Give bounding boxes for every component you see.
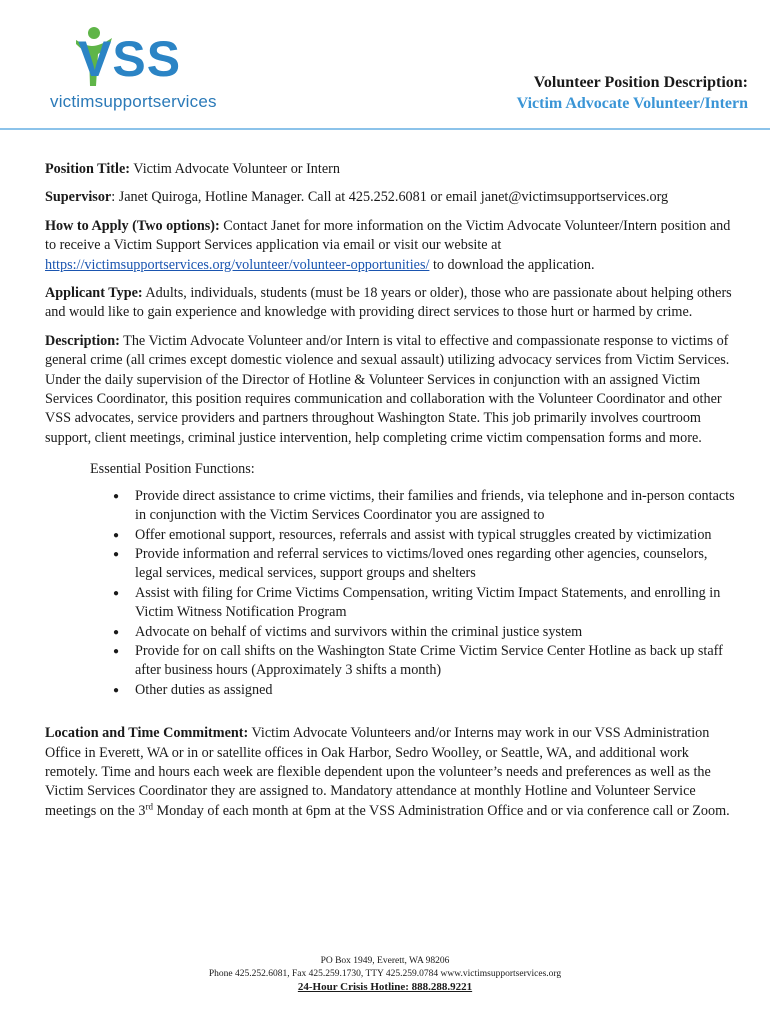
location-paragraph [45,724,735,821]
list-item: ● Offer emotional support, resources, referrals and assist with typical struggles created by victimization [135,526,735,545]
logo-tagline: victimsupportservices [50,92,217,111]
supervisor-label: Supervisor [45,189,112,206]
description-text: The Victim Advocate Volunteer and/or Intern is vital to effective and compassionate response to victims of general crime (all crimes except domestic violence and sexual assault) utilizing advocacy services from Victim Services. Under the daily supervision of the Director of Hotline & Volunteer Services in conjunction with an assigned Victim Services Coordinator, this position requires communication and collaboration with the Volunteer Coordinator and other VSS advocates, service providers and partners throughout Washington State. This job primarily involves courtroom support, client meetings, criminal justice intervention, help completing crime victim compensation forms and more. [45,332,730,446]
vss-logo [50,24,225,114]
logo-letters: VSS [78,31,182,87]
footer [0,955,770,994]
list-item: ● Provide direct assistance to crime victims, their families and friends, via telephone and in-person contacts in conjunction with the Victim Services Coordinator you are assigned to [135,487,735,526]
header-divider [0,128,770,130]
applicant-type-paragraph [45,284,735,323]
how-to-apply-text: Contact Janet for more information on the Victim Advocate Volunteer/Intern position and to receive a Victim Support Services application via email or visit our website at [45,217,731,254]
how-to-apply-label: How to Apply (Two options): [45,217,220,234]
list-item: ● Other duties as assigned [135,681,735,700]
description-paragraph [45,332,735,448]
description-label: Description: [45,332,120,349]
list-item: ● Provide information and referral services to victims/loved ones regarding other agencies, counselors, legal services, medical services, support groups and shelters [135,545,735,584]
supervisor-value: : Janet Quiroga, Hotline Manager. Call at 425.252.6081 or email janet@victimsupportservices.org [111,189,669,206]
position-title-label: Position Title: [45,161,130,177]
document-body [45,160,735,830]
location-text-2: Monday of each month at 6pm at the VSS Administration Office and or via conference call or Zoom. [152,802,730,819]
document-subtitle: Victim Advocate Volunteer/Intern [516,95,748,112]
essential-functions-label: Essential Position Functions: [90,461,255,478]
applicant-type-text: Adults, individuals, students (must be 18 years or older), those who are passionate about helping others and would like to gain experience and knowledge with providing direct services to those hurt or harmed by crime. [45,285,732,321]
position-title-value: Victim Advocate Volunteer or Intern [133,161,340,177]
list-item: ● Advocate on behalf of victims and survivors within the criminal justice system [135,623,735,642]
footer-address: PO Box 1949, Everett, WA 98206 [320,956,450,966]
position-title-paragraph [45,160,735,179]
essential-functions-list [45,487,735,700]
how-to-apply-paragraph [45,217,735,275]
crisis-hotline: 24-Hour Crisis Hotline: 888.288.9221 [297,981,473,993]
location-label: Location and Time Commitment: [45,725,249,742]
ordinal-suffix: rd [145,801,153,812]
list-item: ● Provide for on call shifts on the Washington State Crime Victim Service Center Hotline as back up staff after business hours (Approximately 3 shifts a month) [135,642,735,681]
supervisor-paragraph [45,188,735,207]
how-to-apply-after: to download the application. [429,256,595,273]
document-title: Volunteer Position Description: [533,74,748,91]
header-titles [517,73,748,115]
volunteer-opportunities-link[interactable]: https://victimsupportservices.org/volunteer/volunteer-opportunities/ [45,256,430,273]
footer-contact: Phone 425.252.6081, Fax 425.259.1730, TTY 425.259.0784 www.victimsupportservices.org [208,968,562,979]
list-item: ● Assist with filing for Crime Victims Compensation, writing Victim Impact Statements, and enrolling in Victim Witness Notification Program [135,584,735,623]
applicant-type-label: Applicant Type: [45,285,143,302]
location-text-1: Victim Advocate Volunteers and/or Interns may work in our VSS Administration Office in Everett, WA or in or satellite offices in Oak Harbor, Sedro Woolley, or Seattle, WA, and additional work remotely. Time and hours each week are flexible dependent upon the volunteer’s needs and preferences as well as the Victim Services Coordinator they are assigned to. Mandatory attendance at monthly Hotline and Volunteer Service meetings on the 3 [45,725,711,819]
